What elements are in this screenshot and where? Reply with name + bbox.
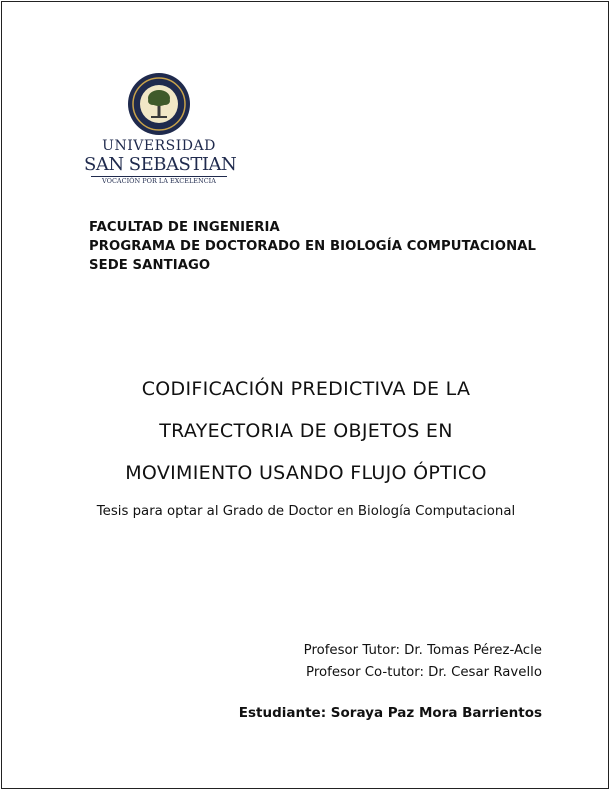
thesis-title: [60, 368, 552, 494]
title-line-1: CODIFICACIÓN PREDICTIVA DE LA: [141, 378, 471, 400]
logo-university-text: UNIVERSIDAD: [102, 138, 216, 154]
university-logo: [84, 72, 237, 185]
logo-motto-text: VOCACIÓN POR LA EXCELENCIA: [102, 177, 216, 185]
campus-name: SEDE SANTIAGO: [89, 258, 211, 273]
program-name: PROGRAMA DE DOCTORADO EN BIOLOGÍA COMPUTACIONAL: [89, 239, 537, 254]
student-line: Estudiante: Soraya Paz Mora Barrientos: [238, 705, 542, 721]
logo-name-text: SAN SEBASTIAN: [84, 154, 237, 175]
faculty-block: [89, 218, 536, 275]
title-line-3: MOVIMIENTO USANDO FLUJO ÓPTICO: [125, 462, 487, 484]
faculty-name: FACULTAD DE INGENIERIA: [89, 220, 280, 235]
tutor-line: Profesor Tutor: Dr. Tomas Pérez-Acle: [303, 643, 542, 658]
university-seal-icon: [127, 72, 191, 136]
advisors-block: [304, 640, 542, 684]
title-line-2: TRAYECTORIA DE OBJETOS EN: [159, 420, 453, 442]
cotutor-line: Profesor Co-tutor: Dr. Cesar Ravello: [306, 665, 542, 680]
thesis-subtitle: Tesis para optar al Grado de Doctor en Biología Computacional: [96, 504, 516, 519]
